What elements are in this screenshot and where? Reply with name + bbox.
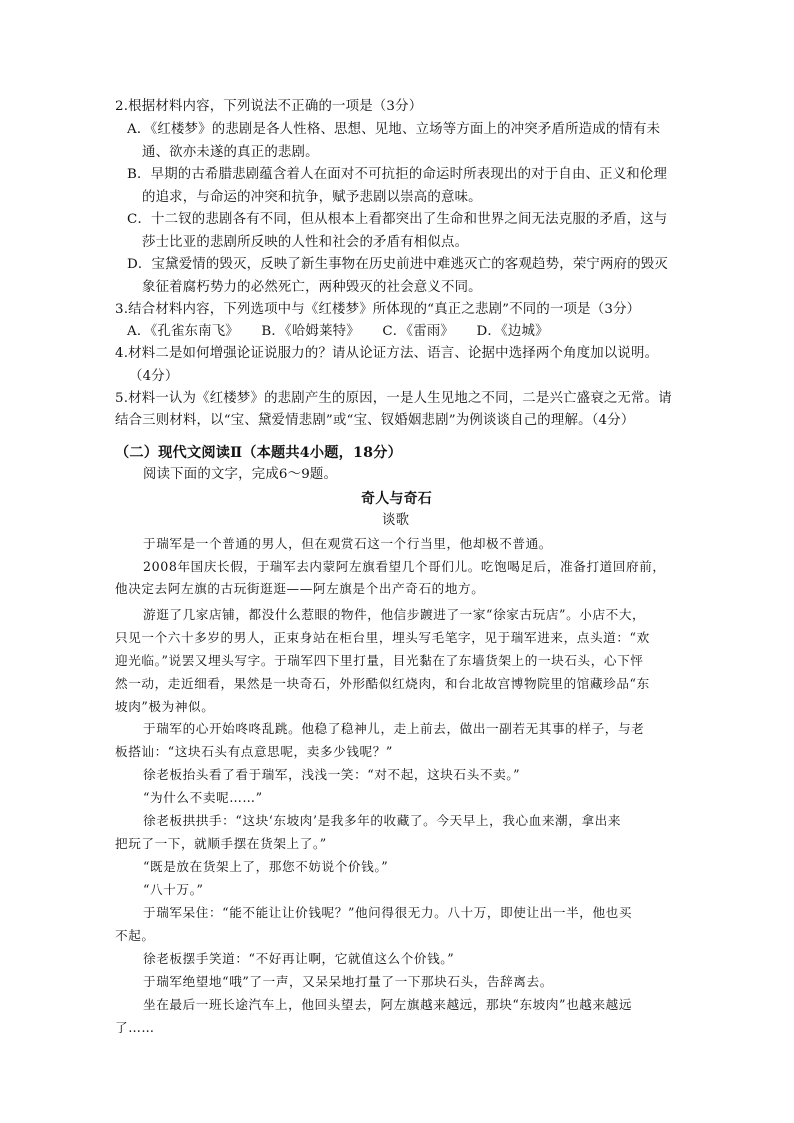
story-author: 谈歌 — [382, 513, 410, 528]
story-line: 徐老板摆手笑道：“不好再让啊，它就值这么个价钱。” — [143, 951, 455, 966]
q3-option-b: B．《哈姆莱特》 — [261, 324, 360, 339]
story-line: 于瑞军呆住：“能不能让让价钱呢？”他问得很无力。八十万，即使让出一半，他也买 — [143, 905, 633, 920]
story-line: “为什么不卖呢……” — [143, 790, 263, 805]
story-line: 2008年国庆长假，于瑞军去内蒙阿左旗看望几个哥们儿。吃饱喝足后，准备打道回府前， — [143, 559, 666, 574]
story-line: 把玩了一下，就顺手摆在货架上了。” — [115, 836, 327, 851]
q2-stem: 2.根据材料内容，下列说法不正确的一项是（3分） — [115, 99, 423, 114]
section-heading: （二）现代文阅读Ⅱ（本题共4小题，18分） — [115, 445, 402, 461]
q2-option-d-line2: 象征着腐朽势力的必然死亡，两种毁灭的社会意义不同。 — [142, 280, 482, 295]
q3-option-d: D．《边城》 — [476, 324, 549, 339]
q2-option-b-line1: B．早期的古希腊悲剧蕴含着人在面对不可抗拒的命运时所表现出的对于自由、正义和伦理 — [127, 167, 668, 182]
story-line: 徐老板拱拱手：“这块‘东坡肉’是我多年的收藏了。今天早上，我心血来潮，拿出来 — [143, 813, 622, 828]
story-line: 于瑞军的心开始咚咚乱跳。他稳了稳神儿，走上前去，做出一副若无其事的样子，与老 — [143, 721, 645, 736]
q5-line2: 结合三则材料，以“宝、黛爱情悲剧”或“宝、钗婚姻悲剧”为例谈谈自己的理解。（4分） — [115, 413, 635, 428]
q2-option-c-line1: C．十二钗的悲剧各有不同，但从根本上看都突出了生命和世界之间无法克服的矛盾，这与 — [127, 212, 668, 227]
story-line: 了…… — [115, 1020, 155, 1035]
q5-line1: 5.材料一认为《红楼梦》的悲剧产生的原因，一是人生见地之不同，二是兴亡盛衰之无常。请 — [115, 391, 672, 406]
q2-option-b-line2: 的追求，与命运的冲突和抗争，赋予悲剧以崇高的意味。 — [142, 190, 482, 205]
story-line: 于瑞军是一个普通的男人，但在观赏石这一个行当里，他却极不普通。 — [143, 536, 553, 551]
story-line: 徐老板抬头看了看于瑞军，浅浅一笑：“对不起，这块石头不卖。” — [143, 767, 521, 782]
q2-option-a-line2: 通、欲亦未遂的真正的悲剧。 — [142, 145, 319, 160]
story-line: 游逛了几家店铺，都没什么惹眼的物件，他信步踱进了一家“徐家古玩店”。小店不大， — [143, 607, 646, 622]
q3-stem: 3.结合材料内容，下列选项中与《红楼梦》所体现的“真正之悲剧”不同的一项是（3分） — [115, 302, 641, 317]
story-line: 他决定去阿左旗的古玩街逛逛——阿左旗是个出产奇石的地方。 — [115, 581, 485, 596]
q3-options — [127, 323, 567, 341]
q2-option-d-line1: D．宝黛爱情的毁灭，反映了新生事物在历史前进中难逃灭亡的客观趋势，荣宁两府的毁灭 — [127, 257, 668, 272]
story-line: “既是放在货架上了，那您不妨说个价钱。” — [143, 859, 389, 874]
q4-line1: 4.材料二是如何增强论证说服力的？请从论证方法、语言、论据中选择两个角度加以说明。 — [115, 346, 659, 361]
q2-option-c-line2: 莎士比亚的悲剧所反映的人性和社会的矛盾有相似点。 — [142, 235, 469, 250]
story-line: 坐在最后一班长途汽车上，他回头望去，阿左旗越来越远，那块“东坡肉”也越来越远 — [143, 997, 633, 1012]
story-line: “八十万。” — [143, 882, 204, 897]
q3-option-c: C．《雷雨》 — [382, 324, 455, 339]
story-title: 奇人与奇石 — [361, 491, 432, 507]
story-line: 坡肉”极为神似。 — [115, 699, 215, 714]
story-line: 迎光临。”说罢又埋头写字。于瑞军四下里打量，目光黏在了东墙货架上的一块石头，心下怦 — [115, 653, 644, 668]
story-line: 不起。 — [115, 928, 155, 943]
section-instruction: 阅读下面的文字，完成6～9题。 — [143, 467, 338, 482]
q4-line2: （4分） — [129, 369, 179, 384]
story-line: 然一动，走近细看，果然是一块奇石，外形酷似红烧肉，和台北故宫博物院里的馆藏珍品“东 — [115, 676, 650, 691]
q3-option-a: A．《孔雀东南飞》 — [127, 324, 239, 339]
story-line: 于瑞军绝望地“哦”了一声，又呆呆地打量了一下那块石头，告辞离去。 — [143, 974, 553, 989]
story-line: 只见一个六十多岁的男人，正束身站在柜台里，埋头写毛笔字，见于瑞军进来，点头道：“欢 — [115, 630, 650, 645]
q2-option-a-line1: A．《红楼梦》的悲剧是各人性格、思想、见地、立场等方面上的冲突矛盾所造成的情有未 — [127, 122, 661, 137]
story-line: 板搭讪：“这块石头有点意思呢，卖多少钱呢？” — [115, 744, 393, 759]
